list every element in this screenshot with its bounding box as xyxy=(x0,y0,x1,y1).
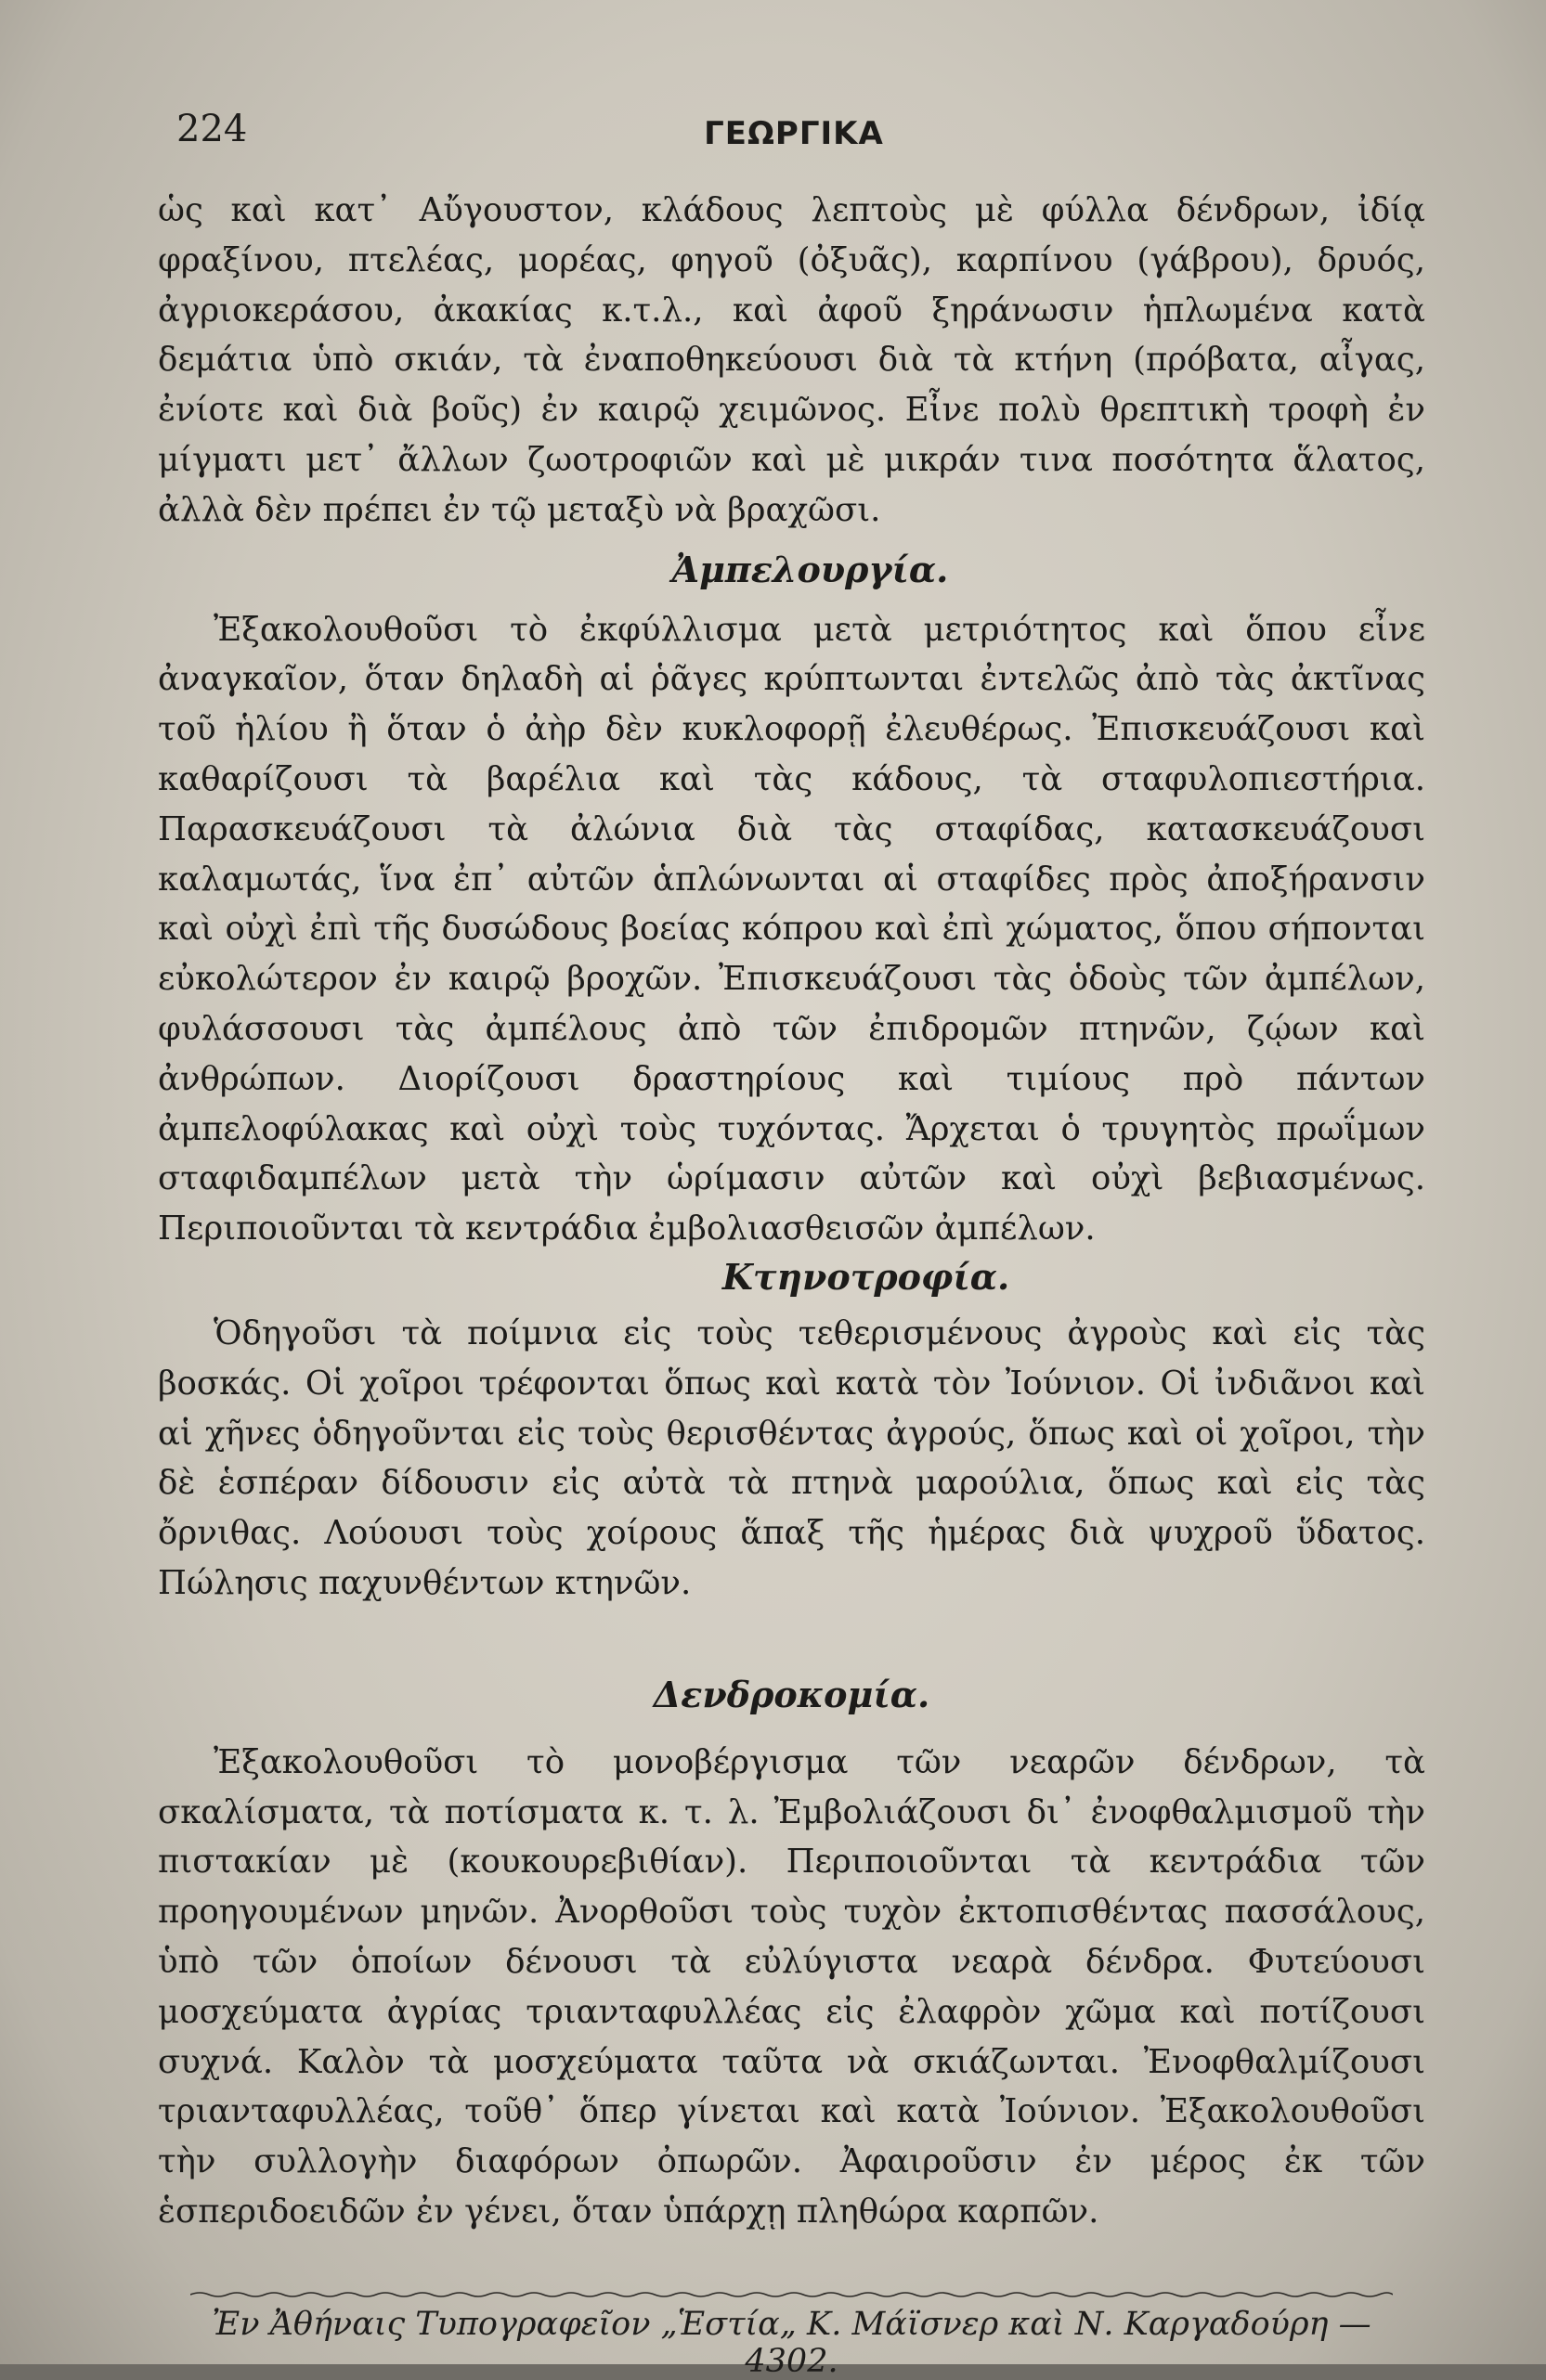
animal-husbandry-paragraph: Ὁδηγοῦσι τὰ ποίμνια εἰς τοὺς τεθερισμένους ἀγροὺς καὶ εἰς τὰς βοσκάς. Οἱ χοῖροι τρέφονται ὅπως καὶ κατὰ τὸν Ἰούνιον. Οἱ ἰνδιᾶνοι καὶ αἱ χῆνες ὁδηγοῦνται εἰς τοὺς θερισθέντας ἀγρούς, ὅπως καὶ οἱ χοῖροι, τὴν δὲ ἑσπέραν δίδουσιν εἰς αὐτὰ τὰ πτηνὰ μαρούλια, ὅπως καὶ εἰς τὰς ὄρνιθας. Λούουσι τοὺς χοίρους ἅπαξ τῆς ἡμέρας διὰ ψυχροῦ ὕδατος. Πώλησις παχυνθέντων κτηνῶν. xyxy=(158,1313,1425,1602)
section-heading-viticulture: Ἀμπελουργία. xyxy=(671,548,949,590)
page-number: 224 xyxy=(176,108,248,150)
arboriculture-paragraph: Ἐξακολουθοῦσι τὸ μονοβέργισμα τῶν νεαρῶν δένδρων, τὰ σκαλίσματα, τὰ ποτίσματα κ. τ. λ. Ἐμβολιάζουσι δι᾽ ἐνοφθαλμισμοῦ τὴν πιστακίαν μὲ (κουκουρεβιθίαν). Περιποιοῦνται τὰ κεντράδια τῶν προηγουμένων μηνῶν. Ἀνορθοῦσι τοὺς τυχὸν ἐκτοπισθέντας πασσάλους, ὑπὸ τῶν ὁποίων δένουσι τὰ εὐλύγιστα νεαρὰ δένδρα. Φυτεύουσι μοσχεύματα ἀγρίας τριανταφυλλέας εἰς ἐλαφρὸν χῶμα καὶ ποτίζουσι συχνά. Καλὸν τὰ μοσχεύματα ταῦτα νὰ σκιάζωνται. Ἐνοφθαλμίζουσι τριανταφυλλέας, τοῦθ᾽ ὅπερ γίνεται καὶ κατὰ Ἰούνιον. Ἐξακολουθοῦσι τὴν συλλογὴν διαφόρων ὀπωρῶν. Ἀφαιροῦσιν ἐν μέρος ἐκ τῶν ἑσπεριδοειδῶν ἐν γένει, ὅταν ὑπάρχῃ πληθώρα καρπῶν. xyxy=(158,1742,1425,2231)
running-title: ΓΕΩΡΓΙΚΑ xyxy=(704,115,884,152)
section-heading-animal-husbandry: Κτηνοτροφία. xyxy=(721,1255,1010,1298)
page-body xyxy=(158,186,1425,2237)
intro-paragraph: ὡς καὶ κατ᾽ Αὔγουστον, κλάδους λεπτοὺς μὲ φύλλα δένδρων, ἰδίᾳ φραξίνου, πτελέας, μορέας, φηγοῦ (ὀξυᾶς), καρπίνου (γάβρου), δρυός, ἀγριοκεράσου, ἀκακίας κ.τ.λ., καὶ ἀφοῦ ξηράνωσιν ἡπλωμένα κατὰ δεμάτια ὑπὸ σκιάν, τὰ ἐναποθηκεύουσι διὰ τὰ κτήνη (πρόβατα, αἶγας, ἐνίοτε καὶ διὰ βοῦς) ἐν καιρῷ χειμῶνος. Εἶνε πολὺ θρεπτικὴ τροφὴ ἐν μίγματι μετ᾽ ἄλλων ζωοτροφιῶν καὶ μὲ μικράν τινα ποσότητα ἅλατος, ἀλλὰ δὲν πρέπει ἐν τῷ μεταξὺ νὰ βραχῶσι. xyxy=(158,191,1425,529)
page-header xyxy=(176,102,1411,167)
section-heading-arboriculture: Δενδροκομία. xyxy=(653,1673,930,1715)
viticulture-paragraph: Ἐξακολουθοῦσι τὸ ἐκφύλλισμα μετὰ μετριότητος καὶ ὅπου εἶνε ἀναγκαῖον, ὅταν δηλαδὴ αἱ ῥᾶγες κρύπτωνται ἐντελῶς ἀπὸ τὰς ἀκτῖνας τοῦ ἡλίου ἢ ὅταν ὁ ἀὴρ δὲν κυκλοφορῇ ἐλευθέρως. Ἐπισκευάζουσι καὶ καθαρίζουσι τὰ βαρέλια καὶ τὰς κάδους, τὰ σταφυλοπιεστήρια. Παρασκευάζουσι τὰ ἀλώνια διὰ τὰς σταφίδας, κατασκευάζουσι καλαμωτάς, ἵνα ἐπ᾽ αὐτῶν ἁπλώνωνται αἱ σταφίδες πρὸς ἀποξήρανσιν καὶ οὐχὶ ἐπὶ τῆς δυσώδους βοείας κόπρου καὶ ἐπὶ χώματος, ὅπου σήπονται εὐκολώτερον ἐν καιρῷ βροχῶν. Ἐπισκευάζουσι τὰς ὁδοὺς τῶν ἀμπέλων, φυλάσσουσι τὰς ἀμπέλους ἀπὸ τῶν ἐπιδρομῶν πτηνῶν, ζῴων καὶ ἀνθρώπων. Διορίζουσι δραστηρίους καὶ τιμίους πρὸ πάντων ἀμπελοφύλακας καὶ οὐχὶ τοὺς τυχόντας. Ἄρχεται ὁ τρυγητὸς πρωΐμων σταφιδαμπέλων μετὰ τὴν ὡρίμασιν αὐτῶν καὶ οὐχὶ βεβιασμένως. Περιποιοῦνται τὰ κεντράδια ἐμβολιασθεισῶν ἀμπέλων. xyxy=(158,610,1425,1248)
footer-ornamental-rule xyxy=(190,2291,1393,2298)
printer-imprint: Ἐν Ἀθήναις Τυπογραφεῖον „Ἑστία„ Κ. Μάϊσνερ καὶ Ν. Καργαδούρη — 4302. xyxy=(212,2306,1371,2380)
